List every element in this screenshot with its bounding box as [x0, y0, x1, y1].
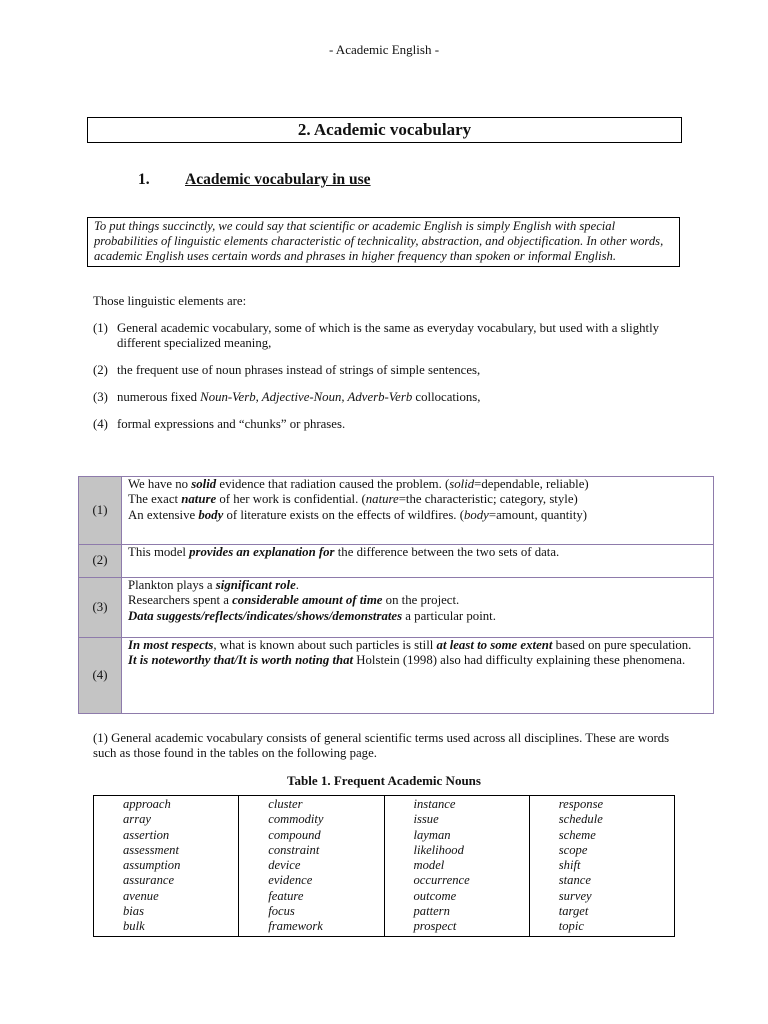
list-item-text: [117, 417, 683, 432]
example-content: [122, 545, 714, 578]
emphasis-text: nature: [181, 492, 217, 507]
text-run: evidence that radiation caused the problem. (: [216, 477, 450, 491]
text-run: =the characteristic; category, style): [398, 492, 578, 507]
noun-word: approach: [123, 797, 171, 811]
text-run: Researchers spent a: [128, 593, 233, 608]
text-run: a particular point.: [402, 608, 496, 623]
noun-word: response: [558, 797, 604, 811]
emphasis-text: body: [198, 507, 224, 522]
example-sentence: [128, 477, 707, 492]
list-item: [93, 321, 683, 351]
noun-word: scheme: [558, 827, 596, 842]
example-sentence: [128, 545, 707, 560]
table-row: [79, 578, 714, 638]
after-text: (1) General academic vocabulary consists of general scientific terms used across all disciplines. These are words such as those found in the tables on the following page.: [93, 731, 670, 760]
example-label: (2): [79, 545, 122, 578]
chapter-title: 2. Academic vocabulary: [87, 117, 682, 143]
section-heading: [138, 171, 371, 189]
emphasis-text: In most respects: [128, 638, 214, 652]
example-sentence: [128, 653, 707, 668]
text-run: General academic vocabulary, some of which is the same as everyday vocabulary, but used with a slightly different specialized meaning,: [117, 321, 660, 350]
page-header: - Academic English -: [328, 42, 440, 57]
emphasis-text: nature: [365, 492, 399, 507]
noun-word: bulk: [123, 919, 145, 934]
examples-table: [78, 476, 714, 714]
element-list: [93, 321, 683, 444]
table-row: [79, 638, 714, 714]
noun-word: issue: [413, 812, 439, 827]
noun-word: prospect: [413, 919, 457, 934]
section-number: 1.: [138, 171, 150, 188]
noun-word: schedule: [558, 812, 603, 827]
example-sentence: [128, 593, 707, 608]
text-run: of her work is confidential. (: [216, 492, 366, 507]
emphasis-text: Noun-Verb, Adjective-Noun, Adverb-Verb: [200, 390, 413, 404]
text-run: The exact: [128, 492, 182, 507]
noun-word: assurance: [123, 873, 175, 888]
text-run: formal expressions and “chunks” or phrases.: [117, 417, 346, 431]
emphasis-text: solid: [449, 477, 475, 491]
noun-word: topic: [558, 919, 584, 934]
noun-word: constraint: [268, 842, 320, 857]
table-row: [79, 477, 714, 545]
text-run: of literature exists on the effects of wildfires. (: [223, 507, 464, 522]
noun-word: occurrence: [413, 873, 470, 888]
noun-word: evidence: [268, 873, 313, 888]
list-item-text: [117, 363, 683, 378]
text-run: =amount, quantity): [488, 507, 588, 522]
example-sentence: [128, 508, 707, 523]
text-run: collocations,: [412, 390, 481, 404]
noun-word: cluster: [268, 797, 303, 811]
noun-word: target: [558, 904, 589, 919]
noun-word: outcome: [413, 888, 457, 903]
noun-word: survey: [558, 888, 592, 903]
noun-word: instance: [413, 797, 456, 811]
noun-word: assumption: [123, 858, 181, 873]
emphasis-text: Data suggests/reflects/indicates/shows/demonstrates: [128, 608, 403, 623]
noun-word: framework: [268, 919, 323, 934]
nouns-column: [94, 796, 239, 937]
text-run: , what is known about such particles is still: [213, 638, 437, 652]
noun-word: shift: [558, 858, 581, 873]
noun-word: compound: [268, 827, 321, 842]
text-run: =dependable, reliable): [474, 477, 589, 491]
table-row: [79, 545, 714, 578]
emphasis-text: at least to some extent: [436, 638, 553, 652]
text-run: the frequent use of noun phrases instead of strings of simple sentences,: [117, 363, 481, 377]
text-run: based on pure speculation.: [552, 638, 692, 652]
noun-word: commodity: [268, 812, 324, 827]
noun-word: focus: [268, 904, 295, 919]
noun-word: device: [268, 858, 301, 873]
emphasis-text: body: [463, 507, 489, 522]
noun-word: array: [123, 812, 151, 827]
emphasis-text: significant role: [215, 578, 296, 592]
nouns-table: [93, 795, 675, 937]
noun-word: pattern: [413, 904, 450, 919]
example-sentence: [128, 578, 707, 593]
example-label: (1): [79, 477, 122, 545]
noun-word: bias: [123, 904, 144, 919]
example-sentence: [128, 609, 707, 624]
lead-text: Those linguistic elements are:: [93, 294, 247, 308]
emphasis-text: solid: [191, 477, 217, 491]
text-run: We have no: [128, 477, 192, 491]
noun-word: assertion: [123, 827, 170, 842]
emphasis-text: It is noteworthy that/It is worth noting that: [128, 653, 354, 668]
text-run: An extensive: [128, 507, 199, 522]
example-label: (4): [79, 638, 122, 714]
section-title: Academic vocabulary in use: [185, 171, 371, 188]
list-item-text: [117, 321, 683, 351]
example-content: [122, 578, 714, 638]
list-item: [93, 363, 683, 378]
text-run: .: [295, 578, 299, 592]
example-label: (3): [79, 578, 122, 638]
noun-word: model: [413, 858, 445, 873]
list-item: [93, 417, 683, 432]
text-run: This model: [128, 545, 190, 559]
list-item-text: [117, 390, 683, 405]
noun-word: stance: [558, 873, 591, 888]
list-item: [93, 390, 683, 405]
noun-word: layman: [413, 827, 451, 842]
example-content: [122, 638, 714, 714]
list-item-number: (1): [93, 321, 108, 335]
noun-word: assessment: [123, 842, 179, 857]
emphasis-text: considerable amount of time: [232, 593, 383, 608]
nouns-column: [239, 796, 384, 937]
list-item-number: (3): [93, 390, 108, 404]
list-item-number: (2): [93, 363, 108, 377]
noun-word: likelihood: [413, 842, 464, 857]
example-sentence: [128, 638, 707, 653]
noun-word: feature: [268, 888, 304, 903]
noun-word: scope: [558, 842, 588, 857]
text-run: numerous fixed: [117, 390, 201, 404]
text-run: Plankton plays a: [128, 578, 216, 592]
example-sentence: [128, 492, 707, 507]
nouns-column: [384, 796, 529, 937]
nouns-column: [529, 796, 674, 937]
text-run: on the project.: [382, 593, 460, 608]
example-content: [122, 477, 714, 545]
noun-word: avenue: [123, 888, 159, 903]
list-item-number: (4): [93, 417, 108, 431]
intro-box: To put things succinctly, we could say that scientific or academic English is simply English with special probabilities of linguistic elements characteristic of technicality, abstraction, and objectification. In other words, academic English uses certain words and phrases in higher frequency than spoken or informal English.: [87, 217, 680, 267]
emphasis-text: provides an explanation for: [189, 545, 335, 559]
text-run: the difference between the two sets of data.: [334, 545, 560, 559]
table-caption: Table 1. Frequent Academic Nouns: [287, 773, 481, 788]
text-run: Holstein (1998) also had difficulty explaining these phenomena.: [353, 653, 686, 668]
